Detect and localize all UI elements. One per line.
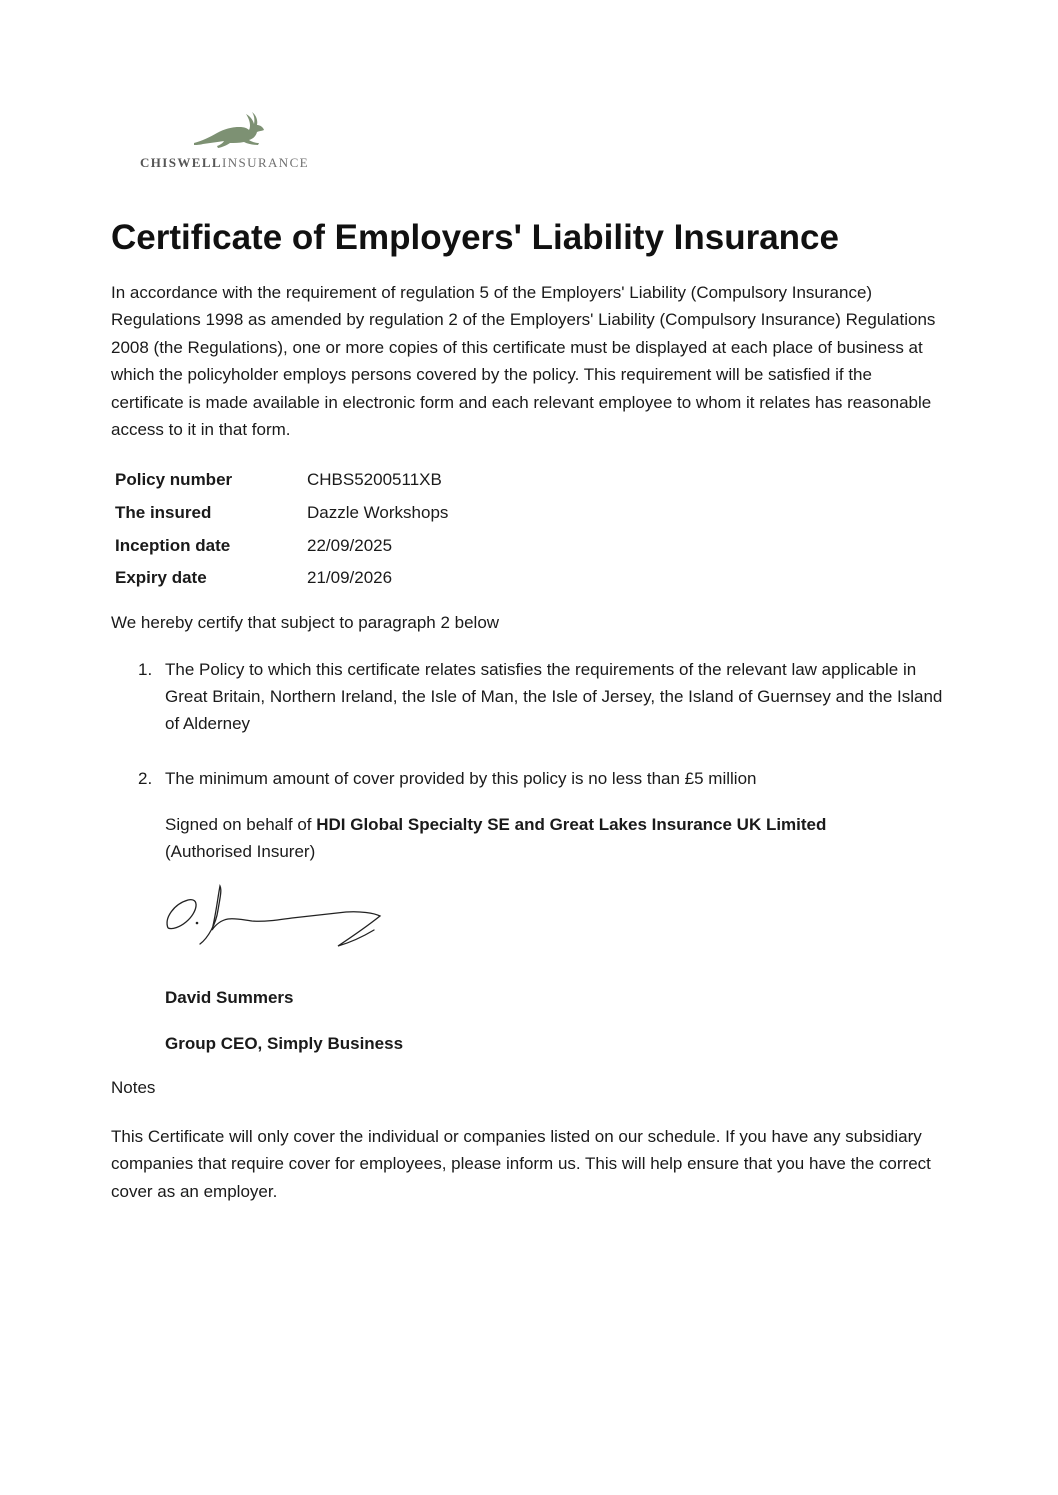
detail-value: 22/09/2025	[307, 535, 393, 555]
detail-row	[115, 562, 448, 595]
detail-value: Dazzle Workshops	[307, 503, 449, 523]
list-item-text: The minimum amount of cover provided by this policy is no less than £5 million	[165, 769, 757, 788]
intro-paragraph: In accordance with the requirement of regulation 5 of the Employers' Liability (Compulsory Insurance) Regulations 1998 as amended by regulation 2 of the Employers' Liability (Compulsory Insurance) Regulations 2008 (the Regulations), one or more copies of this certificate must be displayed at each place of business at which the policyholder employs persons covered by the policy. This requirement will be satisfied if the certificate is made available in electronic form and each relevant employee to whom it relates has reasonable access to it in that form.	[111, 283, 936, 440]
notes-heading: Notes	[111, 1078, 156, 1097]
list-item-number: 2.	[138, 769, 153, 788]
detail-value: CHBS5200511XB	[307, 470, 442, 490]
list-item-text: The Policy to which this certificate relates satisfies the requirements of the relevant law applicable in Great Britain, Northern Ireland, the Isle of Man, the Isle of Jersey, the Island of Guernsey and the Island of Alderney	[165, 660, 943, 734]
company-logo	[140, 108, 320, 174]
notes-text: This Certificate will only cover the individual or companies listed on our schedule. If you have any subsidiary companies that require cover for employees, please inform us. This will help ensure that you have the correct cover as an employer.	[111, 1127, 931, 1201]
signature-image	[160, 880, 390, 960]
detail-label: Expiry date	[115, 568, 207, 588]
certify-statement: We hereby certify that subject to paragraph 2 below	[111, 613, 500, 632]
detail-row	[115, 497, 448, 530]
detail-row	[115, 464, 448, 497]
list-item-number: 1.	[138, 660, 153, 679]
detail-label: Policy number	[115, 470, 233, 490]
detail-row	[115, 529, 448, 562]
signer-name: David Summers	[165, 988, 294, 1007]
signed-on-behalf: Signed on behalf of HDI Global Specialty SE and Great Lakes Insurance UK Limited (Authorised Insurer)	[165, 815, 827, 862]
signer-role: Group CEO, Simply Business	[165, 1034, 404, 1053]
page-title: Certificate of Employers' Liability Insurance	[111, 218, 839, 257]
detail-label: Inception date	[115, 535, 231, 555]
policy-details-table	[115, 464, 448, 595]
hare-icon	[192, 110, 270, 152]
logo-wordmark: CHISWELLINSURANCE	[140, 155, 310, 170]
detail-value: 21/09/2026	[307, 568, 393, 588]
detail-label: The insured	[115, 503, 212, 523]
insurer-name: HDI Global Specialty SE and Great Lakes Insurance UK Limited	[316, 815, 827, 834]
